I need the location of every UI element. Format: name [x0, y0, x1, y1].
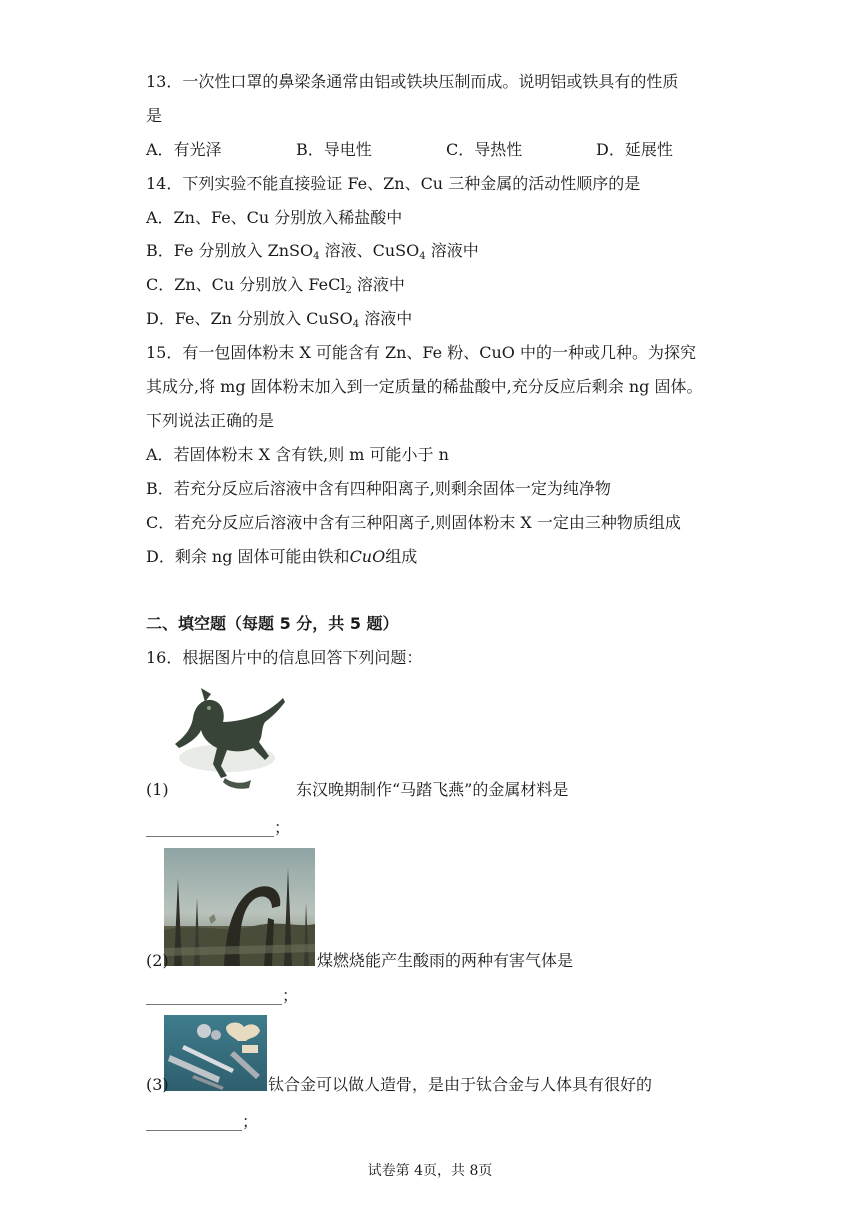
q13-stem-line2: 是	[146, 106, 163, 125]
q13-option-a: A．有光泽	[146, 140, 222, 159]
acid-rain-forest-image	[164, 848, 315, 966]
page-footer: 试卷第 4页，共 8页	[367, 1163, 493, 1179]
q13-stem-line1: 13．一次性口罩的鼻梁条通常由铝或铁块压制而成。说明铝或铁具有的性质	[146, 72, 679, 91]
horse-bronze-image	[165, 678, 290, 796]
q14-stem: 14．下列实验不能直接验证 Fe、Zn、Cu 三种金属的活动性顺序的是	[146, 174, 641, 193]
q15-option-c: C．若充分反应后溶液中含有三种阳离子,则固体粉末 X 一定由三种物质组成	[146, 513, 681, 532]
titanium-bone-image	[164, 1015, 267, 1091]
q15-stem-line3: 下列说法正确的是	[146, 411, 275, 430]
q16-stem: 16．根据图片中的信息回答下列问题：	[146, 648, 423, 667]
q16-1-number: (1)	[146, 780, 169, 799]
q16-3-number: (3)	[146, 1075, 169, 1094]
q14-option-a: A．Zn、Fe、Cu 分别放入稀盐酸中	[146, 208, 403, 227]
q15-stem-line2: 其成分,将 mg 固体粉末加入到一定质量的稀盐酸中,充分反应后剩余 ng 固体。	[146, 377, 703, 396]
section-heading: 二、填空题（每题 5 分，共 5 题）	[146, 614, 399, 633]
q14-option-c: C．Zn、Cu 分别放入 FeCl$_2$ 溶液中	[146, 275, 405, 296]
q13-option-b: B．导电性	[296, 140, 372, 159]
q14-option-b: B．Fe 分别放入 ZnSO$_4$ 溶液、CuSO$_4$ 溶液中	[146, 241, 479, 262]
q15-option-d: D．剩余 ng 固体可能由铁和CuO组成	[146, 547, 418, 566]
q16-3-text: 钛合金可以做人造骨，是由于钛合金与人体具有很好的	[268, 1075, 653, 1094]
q16-1-text: 东汉晚期制作“马踏飞燕”的金属材料是	[296, 780, 569, 799]
q15-option-b: B．若充分反应后溶液中含有四种阳离子,则剩余固体一定为纯净物	[146, 479, 611, 498]
q16-3-answer-blank[interactable]: ____________；	[146, 1112, 259, 1131]
q16-2-text: 煤燃烧能产生酸雨的两种有害气体是	[317, 951, 574, 970]
q13-option-d: D．延展性	[596, 140, 673, 159]
q16-1-answer-blank[interactable]: ________________；	[146, 818, 291, 837]
q15-stem-line1: 15．有一包固体粉末 X 可能含有 Zn、Fe 粉、CuO 中的一种或几种。为探究	[146, 343, 696, 362]
q13-option-c: C．导热性	[446, 140, 523, 159]
q16-2-answer-blank[interactable]: _________________；	[146, 986, 299, 1005]
q16-2-number: (2)	[146, 951, 169, 970]
q15-option-a: A．若固体粉末 X 含有铁,则 m 可能小于 n	[146, 445, 449, 464]
q14-option-d: D．Fe、Zn 分别放入 CuSO$_4$ 溶液中	[146, 309, 413, 330]
